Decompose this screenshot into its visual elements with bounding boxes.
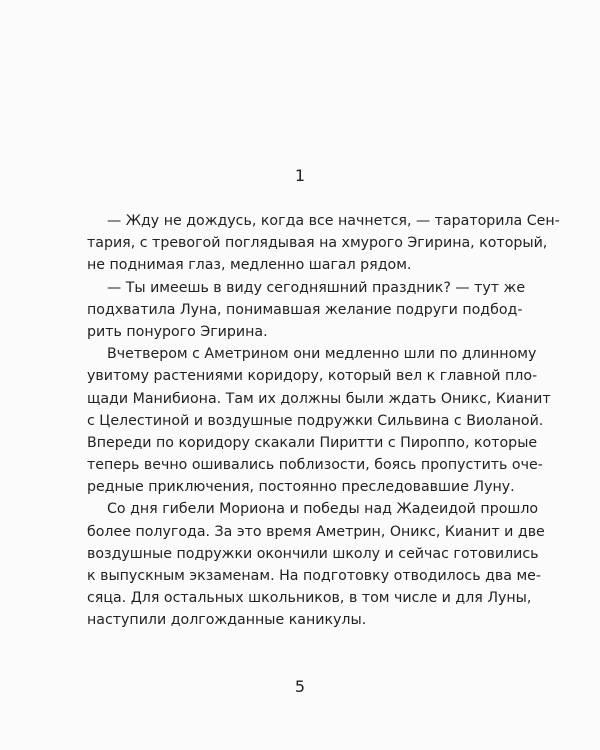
text-line: Вчетвером с Аметрином они медленно шли по длинному [107, 346, 537, 363]
text-line: наступили долгожданные каникулы. [87, 612, 367, 629]
text-line: Впереди по коридору скакали Пиритти с Пироппо, которые [87, 434, 538, 451]
paragraph [87, 343, 551, 498]
text-line: тария, с тревогой поглядывая на хмурого Эгирина, который, [87, 235, 548, 252]
text-line: сяца. Для остальных школьников, в том числе и для Луны, [87, 590, 532, 607]
text-line: подхватила Луна, понимавшая желание подруги подбод- [87, 301, 523, 318]
text-line: более полугода. За это время Аметрин, Оникс, Кианит и две [87, 523, 545, 540]
text-line: теперь вечно ошивались поблизости, боясь пропустить оче- [87, 457, 543, 474]
paragraph [87, 210, 560, 277]
text-line: — Жду не дождусь, когда все начнется, — тараторила Сен- [107, 213, 560, 229]
text-line: рить понурого Эгирина. [87, 323, 268, 340]
text-line: не поднимая глаз, медленно шагал рядом. [87, 257, 412, 274]
paragraph [87, 498, 545, 631]
paragraph [87, 277, 526, 344]
text-line: увитому растениями коридору, который вел к главной пло- [87, 368, 538, 385]
text-line: редные приключения, постоянно преследовавшие Луну. [87, 479, 515, 496]
text-line: с Целестиной и воздушные подружки Сильвина с Виоланой. [87, 412, 544, 429]
text-line: щади Манибиона. Там их должны были ждать Оникс, Кианит [87, 390, 551, 407]
page-number: 5 [294, 677, 306, 696]
text-line: к выпускным экзаменам. На подготовку отводилось два ме- [87, 568, 542, 584]
text-line: — Ты имеешь в виду сегодняшний праздник? — тут же [107, 279, 526, 296]
text-line: воздушные подружки окончили школу и сейчас готовились [87, 545, 539, 562]
body-text [87, 210, 560, 632]
chapter-number: 1 [294, 166, 306, 185]
text-line: Со дня гибели Мориона и победы над Жадеидой прошло [107, 501, 539, 518]
